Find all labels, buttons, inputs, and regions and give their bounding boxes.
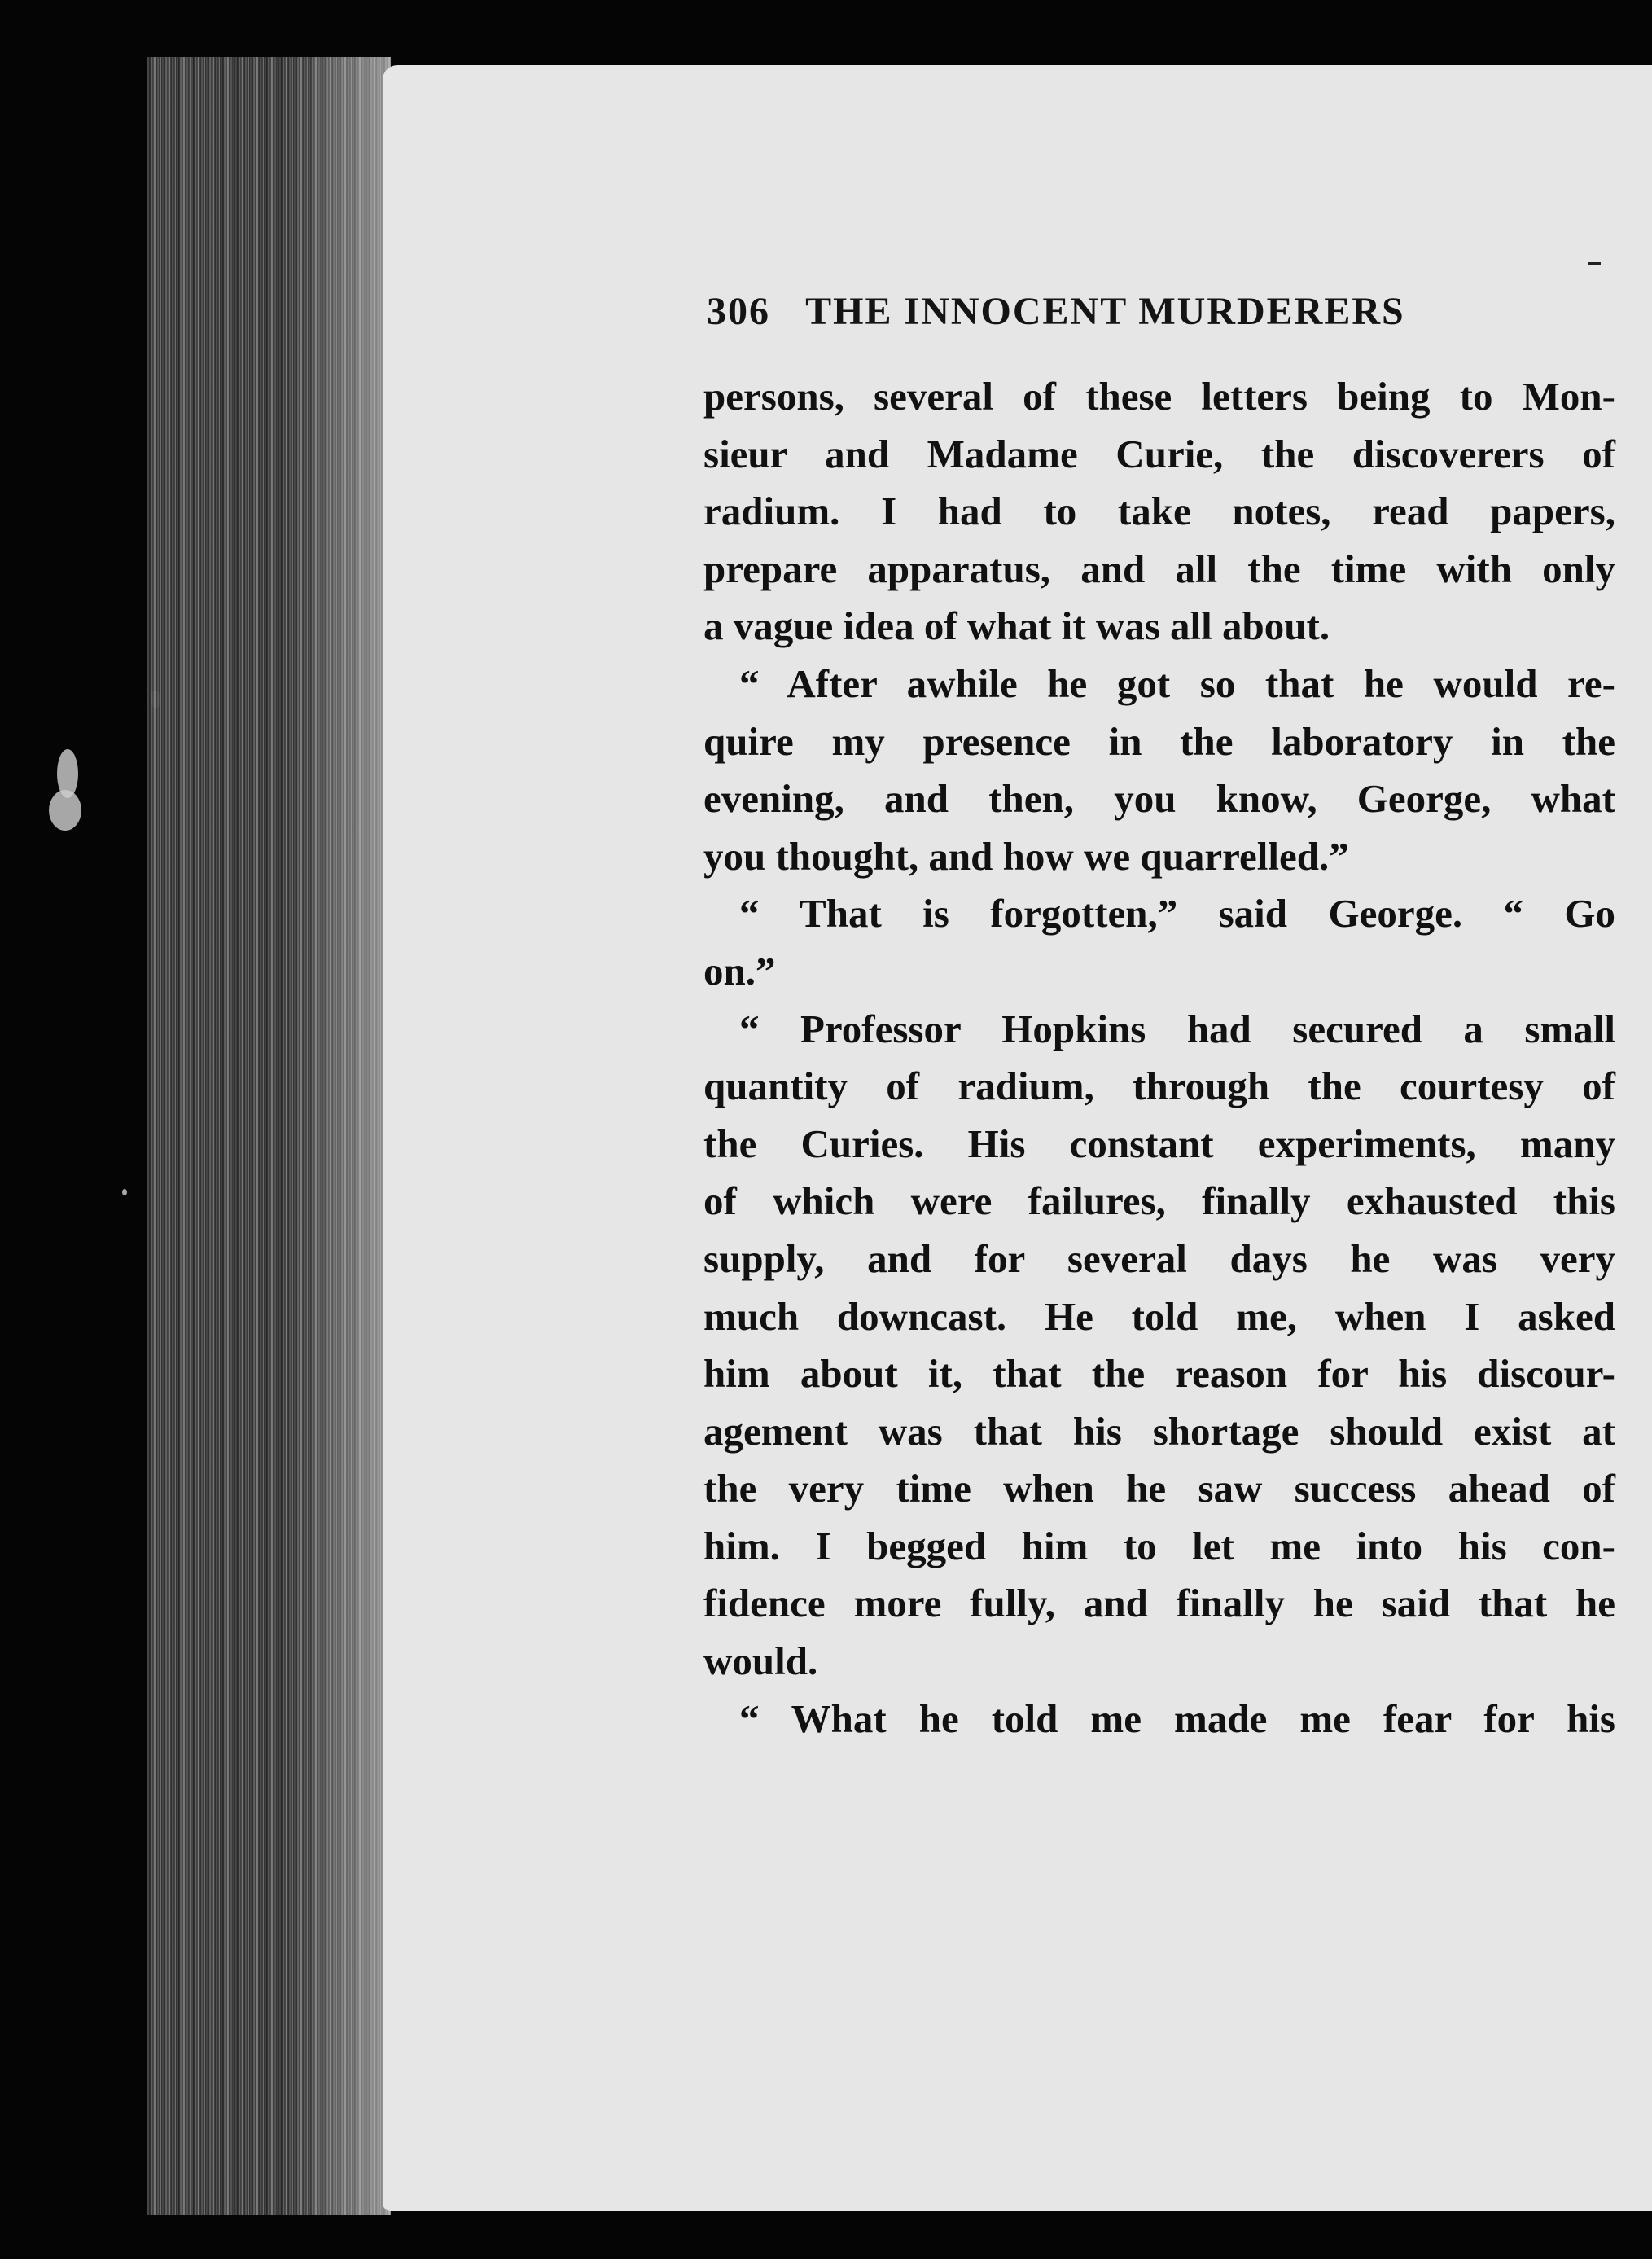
text-line: quire my presence in the laboratory in the (703, 718, 1615, 764)
text-line: agement was that his shortage should exist at (703, 1408, 1615, 1454)
text-line: “ Professor Hopkins had secured a small (739, 1006, 1615, 1051)
text-line: prepare apparatus, and all the time with only (703, 546, 1615, 591)
text-line: quantity of radium, through the courtesy of (703, 1064, 1615, 1109)
text-line: you thought, and how we quarrelled.” (703, 833, 1349, 879)
book-page-edges (147, 57, 391, 2215)
print-mark (1588, 262, 1601, 265)
body-text (703, 368, 1615, 1748)
running-head (707, 289, 1619, 334)
text-line: him. I begged him to let me into his con- (703, 1523, 1615, 1568)
text-line: persons, several of these letters being to Mon- (703, 374, 1615, 419)
page-number: 306 (707, 290, 770, 333)
text-line: supply, and for several days he was very (703, 1235, 1615, 1281)
text-line: a vague idea of what it was all about. (703, 603, 1330, 649)
text-line: the Curies. His constant experiments, many (703, 1121, 1615, 1166)
dust-speck (122, 1189, 127, 1195)
dust-speck (49, 790, 81, 831)
book-title: THE INNOCENT MURDERERS (805, 290, 1405, 333)
text-line: on.” (703, 948, 776, 994)
text-line: much downcast. He told me, when I asked (703, 1293, 1615, 1339)
text-line: sieur and Madame Curie, the discoverers of (703, 431, 1615, 476)
text-line: fidence more fully, and finally he said that he (703, 1581, 1615, 1626)
text-line: “ What he told me made me fear for his (739, 1695, 1615, 1741)
text-line: “ That is forgotten,” said George. “ Go (739, 891, 1615, 936)
text-line: of which were failures, finally exhausted this (703, 1178, 1615, 1224)
text-line: “ After awhile he got so that he would re- (739, 660, 1615, 706)
text-line: radium. I had to take notes, read papers, (703, 489, 1615, 534)
text-line: would. (703, 1638, 818, 1684)
text-line: evening, and then, you know, George, what (703, 776, 1615, 822)
text-line: the very time when he saw success ahead of (703, 1466, 1615, 1511)
text-line: him about it, that the reason for his discour- (703, 1351, 1615, 1397)
